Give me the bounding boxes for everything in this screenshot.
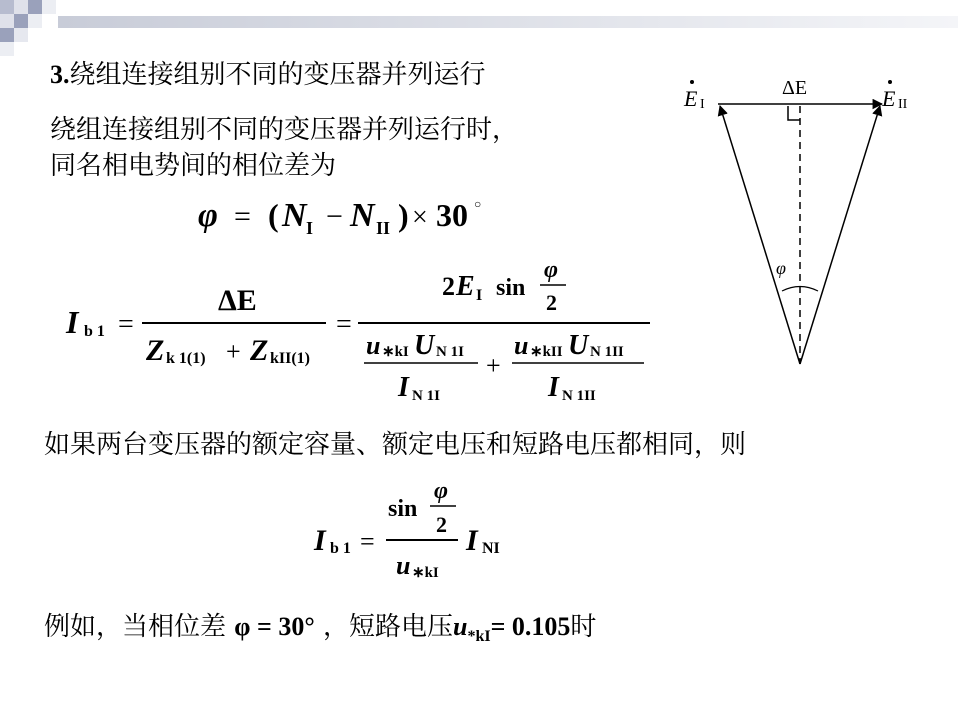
phase-difference-formula xyxy=(190,188,510,248)
zkii-symbol: Z xyxy=(250,334,269,367)
phi-angle-label: φ xyxy=(776,258,786,278)
decoration-squares xyxy=(0,0,56,56)
sin-function: sin xyxy=(388,496,418,522)
slide-heading xyxy=(50,54,486,91)
plus-sign-1: + xyxy=(226,337,241,366)
heading-number: 3. xyxy=(50,60,70,89)
equals-sign: = xyxy=(360,527,375,556)
e2-dot xyxy=(888,80,892,84)
un1-symbol: U xyxy=(414,330,435,361)
angle-value: 30 xyxy=(436,197,468,233)
ib1-subscript: b 1 xyxy=(330,540,351,557)
uk-value: = 0.105 xyxy=(490,612,571,641)
phi-half-denominator: 2 xyxy=(436,512,447,537)
uk-symbol: u xyxy=(453,612,468,641)
ib1-symbol: I xyxy=(66,304,79,340)
unii-symbol: U xyxy=(568,330,589,361)
e2-subscript: II xyxy=(898,97,908,112)
n1-symbol: N xyxy=(282,197,307,234)
uk1-subscript: ∗kI xyxy=(412,565,439,581)
intro-line-1: 绕组连接组别不同的变压器并列运行时， xyxy=(50,115,519,145)
e2-label xyxy=(881,80,908,112)
n2-subscript: II xyxy=(376,218,391,238)
heading-title: 绕组连接组别不同的变压器并列运行 xyxy=(69,60,486,90)
uk-subscript: *kI xyxy=(467,628,491,646)
degree-sign: ○ xyxy=(474,197,482,211)
e1-letter: E xyxy=(684,86,698,111)
intro-line-2: 同名相电势间的相位差为 xyxy=(50,151,337,181)
e1-label xyxy=(683,80,705,112)
n2-symbol: N xyxy=(350,197,375,234)
phi-half-numerator: φ xyxy=(434,478,449,504)
e1-symbol: E xyxy=(456,271,475,302)
simplified-formula xyxy=(300,470,540,595)
e2-letter: E xyxy=(882,86,896,111)
times-sign: × xyxy=(412,202,428,233)
minus-sign: − xyxy=(326,200,343,233)
sin-function: sin xyxy=(496,275,526,301)
e1-subscript: I xyxy=(700,97,705,112)
example-middle: ，短路电压 xyxy=(322,612,453,642)
e1-subscript: I xyxy=(476,287,483,304)
phi-half-denominator: 2 xyxy=(546,290,557,315)
circulating-current-formula xyxy=(60,250,660,415)
two-coefficient: 2 xyxy=(442,272,455,301)
uk1-symbol: u xyxy=(396,551,411,580)
zk1-symbol: Z xyxy=(146,334,165,367)
plus-sign-2: + xyxy=(486,351,501,380)
e1-dot xyxy=(690,80,694,84)
decoration-bar xyxy=(58,16,958,28)
phasor-diagram xyxy=(660,62,930,372)
equals-sign: = xyxy=(234,200,251,233)
unii-subscript: N 1II xyxy=(590,344,624,360)
e1-phasor xyxy=(720,106,800,364)
phi-symbol: φ xyxy=(198,197,218,234)
example-prefix: 例如，当相位差 xyxy=(44,612,227,642)
in1-subscript: N 1I xyxy=(412,388,440,404)
e2-phasor xyxy=(800,106,880,364)
ib1-subscript: b 1 xyxy=(84,323,105,340)
left-paren: ( xyxy=(268,197,279,233)
inii-subscript: N 1II xyxy=(562,388,596,404)
un1-subscript: N 1I xyxy=(436,344,464,360)
zkii-subscript: kII(1) xyxy=(270,350,311,367)
ukii-symbol: u xyxy=(514,331,529,360)
phase-value: φ = 30° xyxy=(234,612,315,641)
delta-e-label xyxy=(782,77,807,99)
ib1-symbol: I xyxy=(314,524,326,557)
in1-symbol: I xyxy=(398,372,409,403)
uk1-symbol: u xyxy=(366,331,381,360)
zk1-subscript: k 1(1) xyxy=(166,350,206,367)
condition-sentence: 如果两台变压器的额定容量、额定电压和短路电压都相同，则 xyxy=(44,430,747,460)
example-suffix: 时 xyxy=(570,612,597,642)
inii-symbol: I xyxy=(548,372,559,403)
equals-sign-1: = xyxy=(118,309,134,340)
uk1-subscript: ∗kI xyxy=(382,344,409,360)
in1-symbol: I xyxy=(466,524,478,557)
delta-e-numerator: ΔE xyxy=(218,284,257,317)
n1-subscript: I xyxy=(306,218,314,238)
slide-decoration xyxy=(0,0,960,60)
phi-half-numerator: φ xyxy=(544,257,559,283)
intro-paragraph xyxy=(50,112,518,184)
right-angle-mark xyxy=(788,106,800,120)
right-paren: ) xyxy=(398,197,409,233)
delta-e-text: ΔE xyxy=(782,77,808,99)
equals-sign-2: = xyxy=(336,309,352,340)
in1-subscript: NI xyxy=(482,540,500,557)
ukii-subscript: ∗kII xyxy=(530,344,563,360)
example-sentence xyxy=(44,606,596,646)
